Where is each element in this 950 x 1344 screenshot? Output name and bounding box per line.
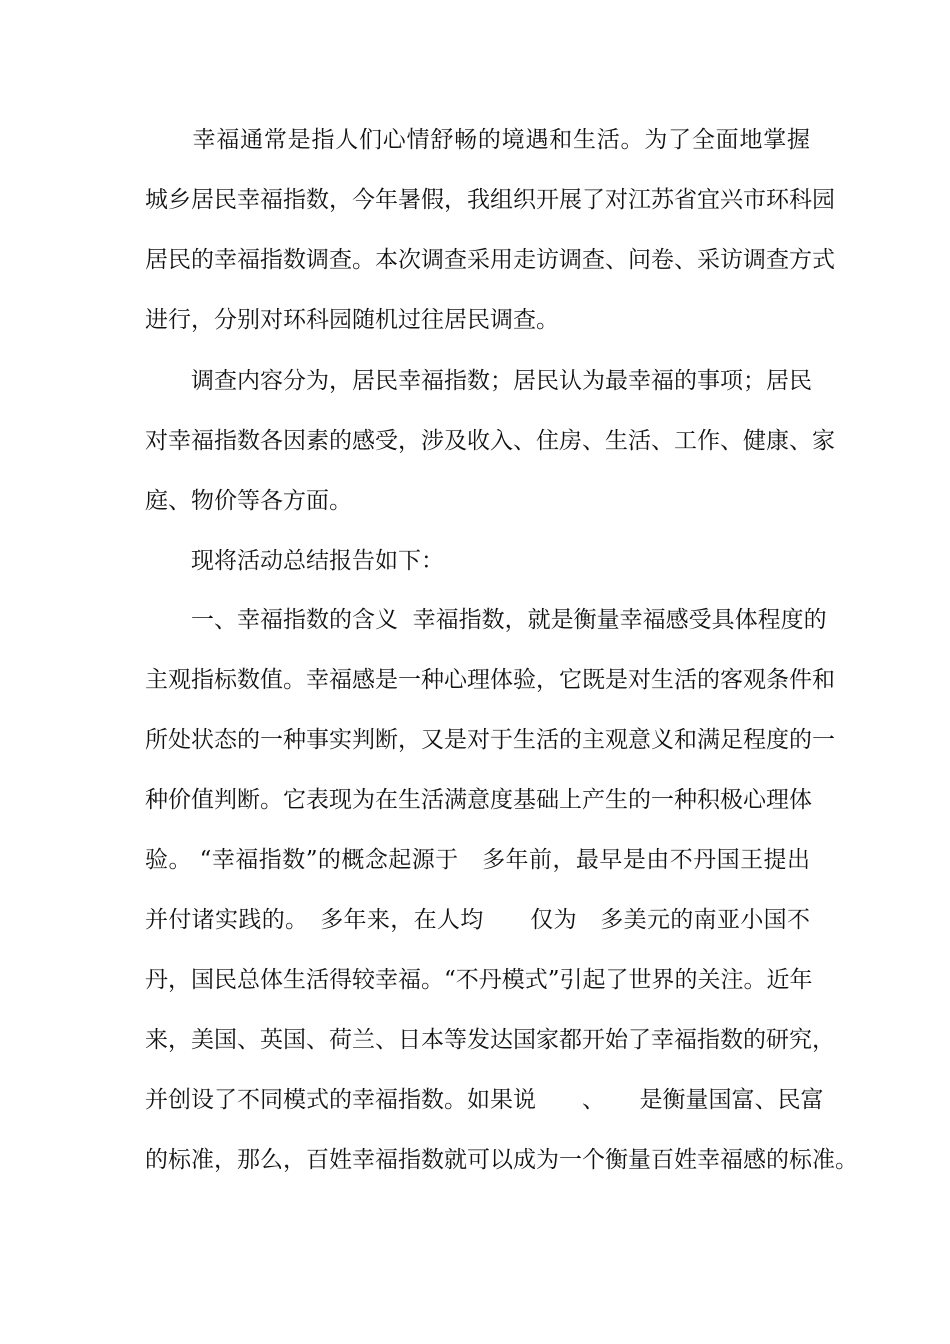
text-line: 主观指标数值。幸福感是一种心理体验，它既是对生活的客观条件和 [145, 667, 835, 693]
text-line: 并创设了不同模式的幸福指数。如果说 、 是衡量国富、民富 [145, 1087, 824, 1113]
text-line: 验。 “幸福指数”的概念起源于 多年前，最早是由不丹国王提出 [145, 847, 810, 873]
text-line: 幸福通常是指人们心情舒畅的境遇和生活。为了全面地掌握 [145, 127, 810, 153]
text-line: 居民的幸福指数调查。本次调查采用走访调查、问卷、采访调查方式 [145, 247, 835, 273]
text-line: 进行，分别对环科园随机过往居民调查。 [145, 307, 559, 333]
text-line: 现将活动总结报告如下： [145, 548, 444, 574]
text-line: 的标准，那么，百姓幸福指数就可以成为一个衡量百姓幸福感的标准。 [145, 1147, 858, 1173]
text-line: 丹，国民总体生活得较幸福。“不丹模式”引起了世界的关注。近年 [145, 967, 813, 993]
text-line: 一、幸福指数的含义 幸福指数，就是衡量幸福感受具体程度的 [145, 607, 827, 633]
text-line: 来，美国、英国、荷兰、日本等发达国家都开始了幸福指数的研究， [145, 1027, 835, 1053]
text-line: 城乡居民幸福指数，今年暑假，我组织开展了对江苏省宜兴市环科园 [145, 187, 835, 213]
text-line: 所处状态的一种事实判断，又是对于生活的主观意义和满足程度的一 [145, 727, 835, 753]
text-line: 并付诸实践的。 多年来，在人均 仅为 多美元的南亚小国不 [145, 907, 810, 933]
text-line: 调查内容分为，居民幸福指数；居民认为最幸福的事项；居民 [145, 368, 812, 394]
text-line: 种价值判断。它表现为在生活满意度基础上产生的一种积极心理体 [145, 787, 812, 813]
text-line: 庭、物价等各方面。 [145, 488, 352, 514]
text-line: 对幸福指数各因素的感受，涉及收入、住房、生活、工作、健康、家 [145, 428, 835, 454]
